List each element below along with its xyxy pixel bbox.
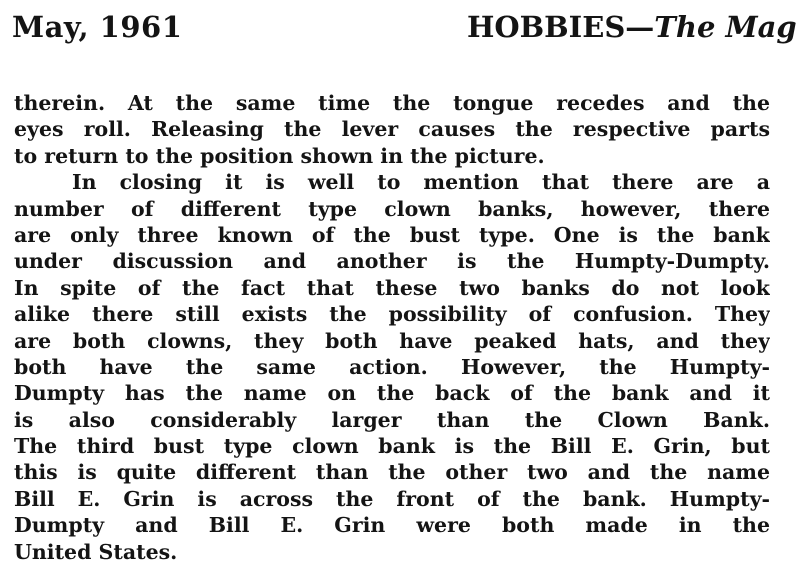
article-line: this is quite different than the other two and the name: [14, 460, 770, 485]
article-line: eyes roll. Releasing the lever causes the respective parts: [14, 117, 770, 142]
issue-date: May, 1961: [12, 10, 183, 44]
magazine-title: [467, 10, 797, 44]
article-line: In spite of the fact that these two banks do not look: [14, 275, 770, 300]
article-line: United States.: [14, 539, 178, 564]
magazine-title-italic: The Mag: [654, 10, 797, 44]
article-line: are both clowns, they both have peaked hats, and they: [14, 328, 770, 353]
article-line: Dumpty has the name on the back of the bank and it: [14, 381, 770, 406]
article-line: In closing it is well to mention that there are a: [72, 170, 770, 195]
article-line: both have the same action. However, the Humpty-: [14, 354, 770, 379]
article-line: alike there still exists the possibility of confusion. They: [14, 302, 770, 327]
article-line: is also considerably larger than the Clown Bank.: [14, 407, 770, 432]
article-line: number of different type clown banks, however, there: [14, 196, 770, 221]
article-line: to return to the position shown in the picture.: [14, 143, 545, 168]
article-line: under discussion and another is the Humpty-Dumpty.: [14, 249, 770, 274]
article-line: Bill E. Grin is across the front of the bank. Humpty-: [14, 486, 770, 511]
magazine-title-main: HOBBIES—: [467, 10, 655, 44]
article-line: The third bust type clown bank is the Bill E. Grin, but: [14, 434, 770, 459]
article-line: are only three known of the bust type. One is the bank: [14, 222, 770, 247]
article-line: therein. At the same time the tongue recedes and the: [14, 91, 770, 115]
page-header: [12, 10, 800, 56]
article-body: [14, 90, 770, 565]
article-line: Dumpty and Bill E. Grin were both made in the: [14, 513, 770, 538]
